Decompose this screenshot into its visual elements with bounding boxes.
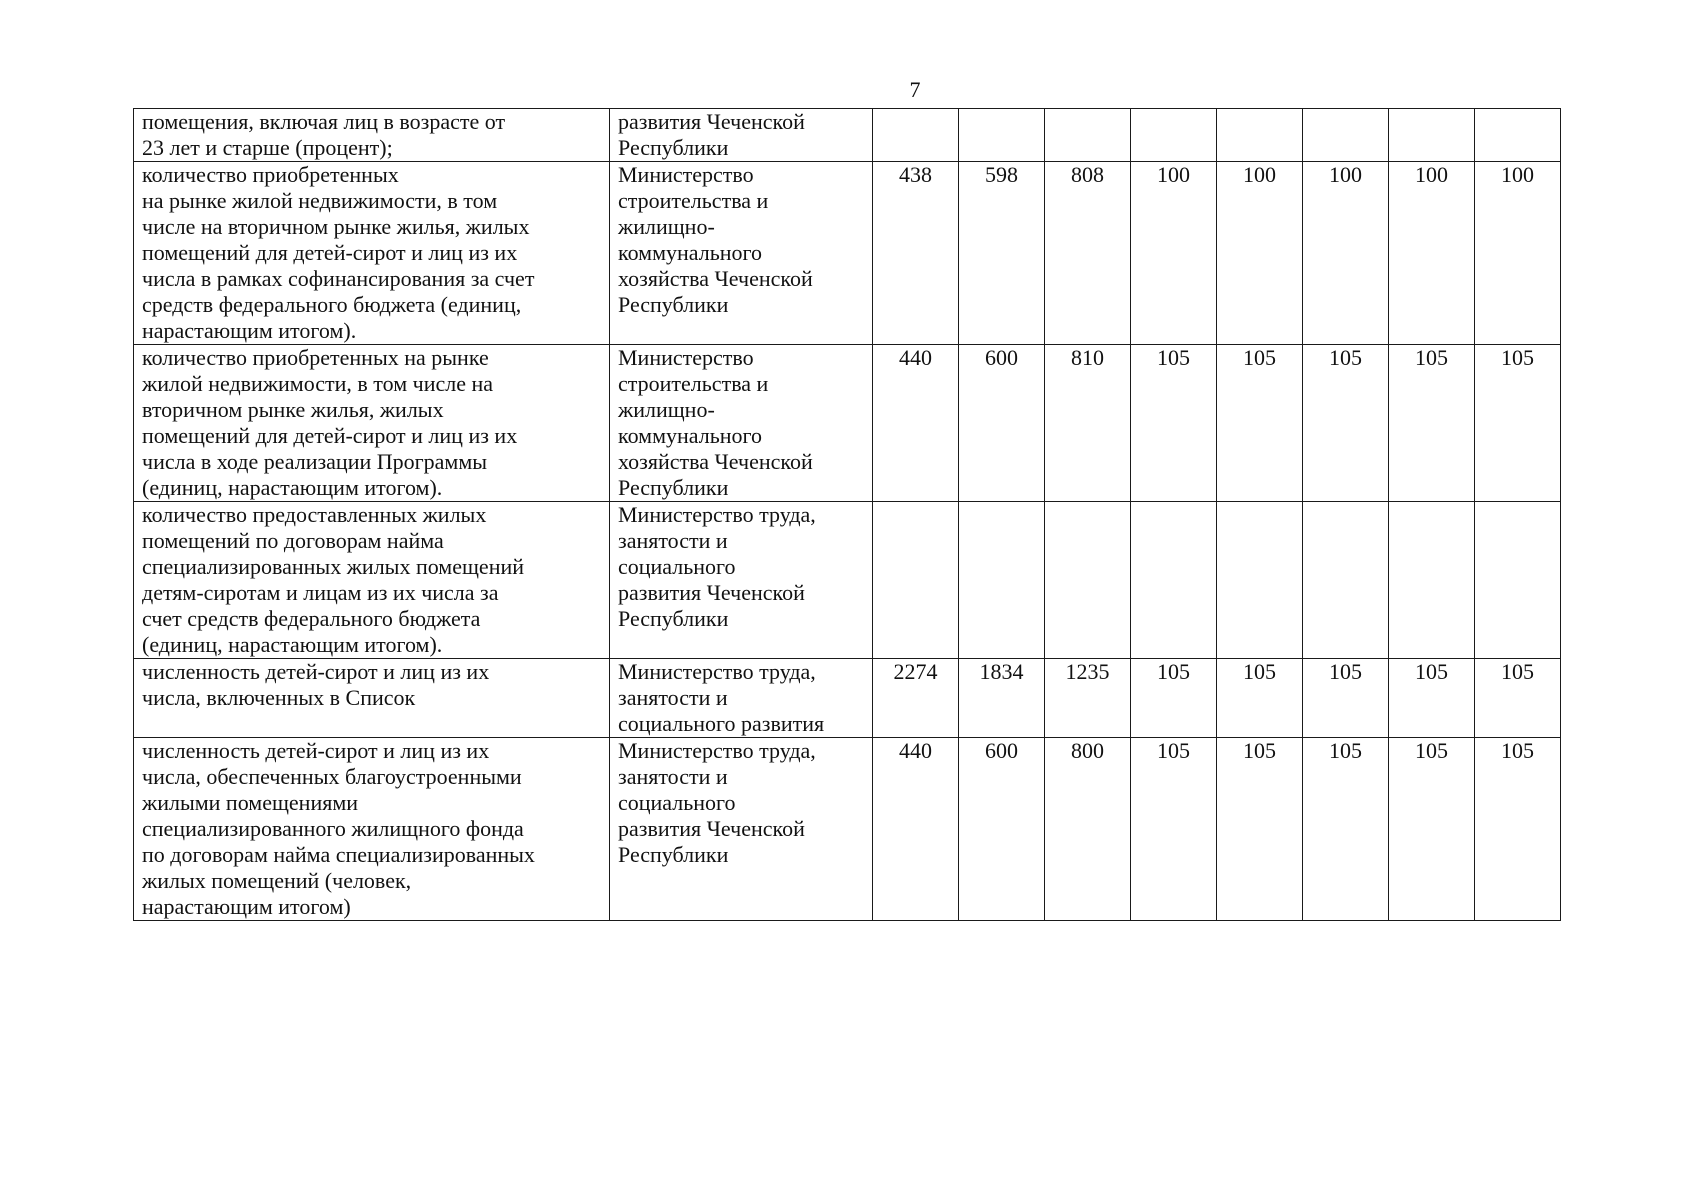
value-cell: 100 xyxy=(1131,162,1217,345)
value-cell: 105 xyxy=(1303,738,1389,921)
indicator-cell xyxy=(134,659,610,738)
organization-cell xyxy=(610,109,873,162)
table-row xyxy=(134,109,1561,162)
value-cell: 600 xyxy=(959,345,1045,502)
value-cell: 105 xyxy=(1475,659,1561,738)
value-cell xyxy=(1389,502,1475,659)
value-cell xyxy=(873,502,959,659)
value-cell xyxy=(959,109,1045,162)
table-row xyxy=(134,162,1561,345)
organization-cell xyxy=(610,738,873,921)
value-cell xyxy=(1303,502,1389,659)
value-cell: 800 xyxy=(1045,738,1131,921)
value-cell xyxy=(1131,502,1217,659)
value-cell: 440 xyxy=(873,345,959,502)
indicators-table xyxy=(133,108,1561,921)
value-cell xyxy=(1475,109,1561,162)
value-cell: 105 xyxy=(1389,659,1475,738)
value-cell: 438 xyxy=(873,162,959,345)
value-cell: 105 xyxy=(1475,738,1561,921)
value-cell: 810 xyxy=(1045,345,1131,502)
value-cell: 2274 xyxy=(873,659,959,738)
value-cell xyxy=(1389,109,1475,162)
value-cell: 105 xyxy=(1217,659,1303,738)
value-cell: 105 xyxy=(1389,738,1475,921)
value-cell xyxy=(1045,502,1131,659)
indicator-cell xyxy=(134,502,610,659)
indicator-text: количество приобретенных на рынке жилой недвижимости, в том числе на вторичном рынке жилья, жилых помещений для детей-сирот и лиц из их числа в ходе реализации Программы (единиц, нарастающим итогом). xyxy=(142,345,518,500)
organization-text: развития Чеченской Республики xyxy=(618,109,805,160)
value-cell: 598 xyxy=(959,162,1045,345)
value-cell: 808 xyxy=(1045,162,1131,345)
indicator-text: количество предоставленных жилых помещений по договорам найма специализированных жилых помещений детям-сиротам и лицам из их числа за счет средств федерального бюджета (единиц, нарастающим итогом). xyxy=(142,502,525,657)
value-cell xyxy=(959,502,1045,659)
value-cell xyxy=(1217,502,1303,659)
value-cell: 1235 xyxy=(1045,659,1131,738)
value-cell: 105 xyxy=(1389,345,1475,502)
value-cell: 600 xyxy=(959,738,1045,921)
value-cell: 100 xyxy=(1303,162,1389,345)
value-cell: 100 xyxy=(1475,162,1561,345)
organization-cell xyxy=(610,659,873,738)
organization-cell xyxy=(610,162,873,345)
value-cell xyxy=(1217,109,1303,162)
value-cell: 105 xyxy=(1217,738,1303,921)
value-cell: 1834 xyxy=(959,659,1045,738)
table-row xyxy=(134,345,1561,502)
organization-text: Министерство труда, занятости и социального развития Чеченской Республики xyxy=(618,738,816,867)
organization-text: Министерство труда, занятости и социального развития xyxy=(618,659,825,736)
value-cell xyxy=(1303,109,1389,162)
value-cell: 105 xyxy=(1217,345,1303,502)
value-cell: 105 xyxy=(1131,345,1217,502)
table-row xyxy=(134,502,1561,659)
value-cell: 105 xyxy=(1131,738,1217,921)
indicator-cell xyxy=(134,345,610,502)
value-cell: 105 xyxy=(1303,659,1389,738)
value-cell: 100 xyxy=(1217,162,1303,345)
table-row xyxy=(134,738,1561,921)
value-cell xyxy=(1045,109,1131,162)
page-number: 7 xyxy=(909,77,921,102)
value-cell: 105 xyxy=(1303,345,1389,502)
value-cell: 100 xyxy=(1389,162,1475,345)
value-cell xyxy=(1475,502,1561,659)
indicator-text: численность детей-сирот и лиц из их числа, обеспеченных благоустроенными жилыми помещениями специализированного жилищного фонда по договорам найма специализированных жилых помещений (человек, нарастающим итогом) xyxy=(142,738,535,919)
organization-text: Министерство строительства и жилищно- коммунального хозяйства Чеченской Республики xyxy=(618,345,813,500)
indicator-cell xyxy=(134,109,610,162)
table-row xyxy=(134,659,1561,738)
indicator-text: количество приобретенных на рынке жилой недвижимости, в том числе на вторичном рынке жилья, жилых помещений для детей-сирот и лиц из их числа в рамках софинансирования за счет средств федерального бюджета (единиц, нарастающим итогом). xyxy=(142,162,535,343)
organization-cell xyxy=(610,345,873,502)
indicator-cell xyxy=(134,162,610,345)
organization-text: Министерство строительства и жилищно- коммунального хозяйства Чеченской Республики xyxy=(618,162,813,317)
value-cell xyxy=(873,109,959,162)
indicator-text: помещения, включая лиц в возрасте от 23 лет и старше (процент); xyxy=(142,109,506,160)
indicator-text: численность детей-сирот и лиц из их числа, включенных в Список xyxy=(142,659,490,710)
value-cell xyxy=(1131,109,1217,162)
organization-text: Министерство труда, занятости и социального развития Чеченской Республики xyxy=(618,502,816,631)
indicators-table-body xyxy=(134,109,1561,921)
value-cell: 105 xyxy=(1131,659,1217,738)
organization-cell xyxy=(610,502,873,659)
indicator-cell xyxy=(134,738,610,921)
value-cell: 105 xyxy=(1475,345,1561,502)
value-cell: 440 xyxy=(873,738,959,921)
